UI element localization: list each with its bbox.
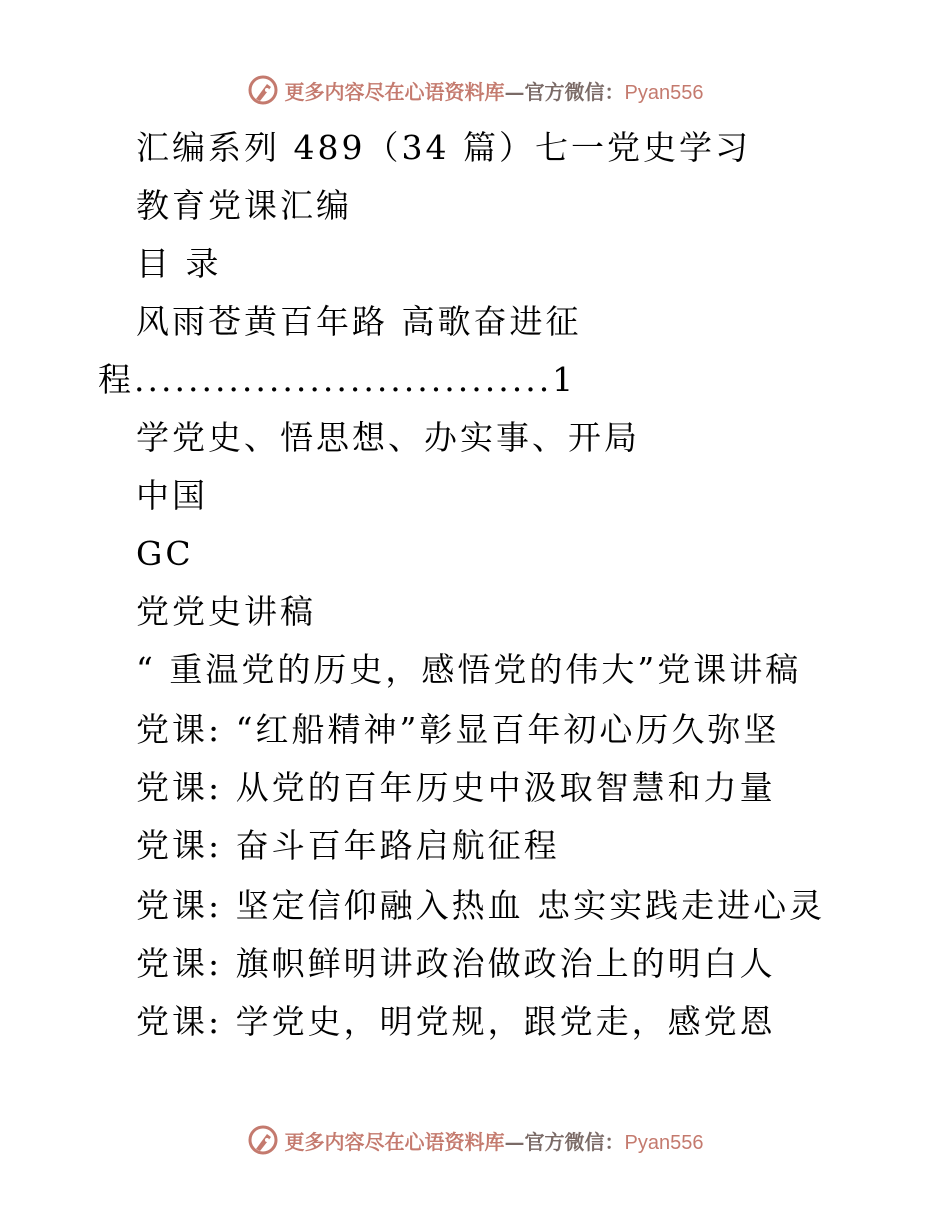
toc-entry-1-line-1: 风雨苍黄百年路 高歌奋进征 — [136, 302, 582, 341]
header-watermark — [0, 70, 950, 110]
watermark-official: —官方微信： — [504, 79, 625, 104]
toc-entry-2-line-2: 中国 — [136, 476, 208, 515]
toc-heading: 目 录 — [136, 244, 222, 283]
toc-entry-1-line-2: 程...............................1 — [98, 360, 577, 399]
pen-nib-circle-icon — [247, 74, 279, 106]
pen-nib-circle-icon — [247, 1124, 279, 1156]
toc-entry-8: 党课: 奋斗百年路启航征程 — [136, 826, 560, 865]
toc-entry-11: 党课: 学党史，明党规，跟党走，感党恩 — [136, 1002, 776, 1041]
watermark-id: Pyan556 — [624, 1131, 704, 1154]
toc-entry-10: 党课: 旗帜鲜明讲政治做政治上的明白人 — [136, 944, 776, 983]
watermark-text — [285, 1126, 704, 1155]
toc-entry-3: GC — [136, 534, 194, 573]
watermark-official: —官方微信： — [504, 1129, 625, 1154]
doc-title-line-1: 汇编系列 489（34 篇）七一党史学习 — [136, 128, 751, 167]
toc-entry-5: “ 重温党的历史，感悟党的伟大”党课讲稿 — [136, 650, 802, 689]
toc-entry-4: 党党史讲稿 — [136, 592, 316, 631]
watermark-main: 更多内容尽在心语资料库 — [284, 79, 505, 104]
watermark-id: Pyan556 — [624, 81, 704, 104]
toc-entry-2-line-1: 学党史、悟思想、办实事、开局 — [136, 418, 640, 457]
watermark-text — [285, 76, 704, 105]
toc-entry-9: 党课: 坚定信仰融入热血 忠实实践走进心灵 — [136, 886, 826, 925]
watermark-main: 更多内容尽在心语资料库 — [284, 1129, 505, 1154]
footer-watermark — [0, 1120, 950, 1160]
toc-entry-6: 党课: “红船精神”彰显百年初心历久弥坚 — [136, 710, 780, 749]
toc-entry-7: 党课: 从党的百年历史中汲取智慧和力量 — [136, 768, 776, 807]
doc-title-line-2: 教育党课汇编 — [136, 186, 352, 225]
